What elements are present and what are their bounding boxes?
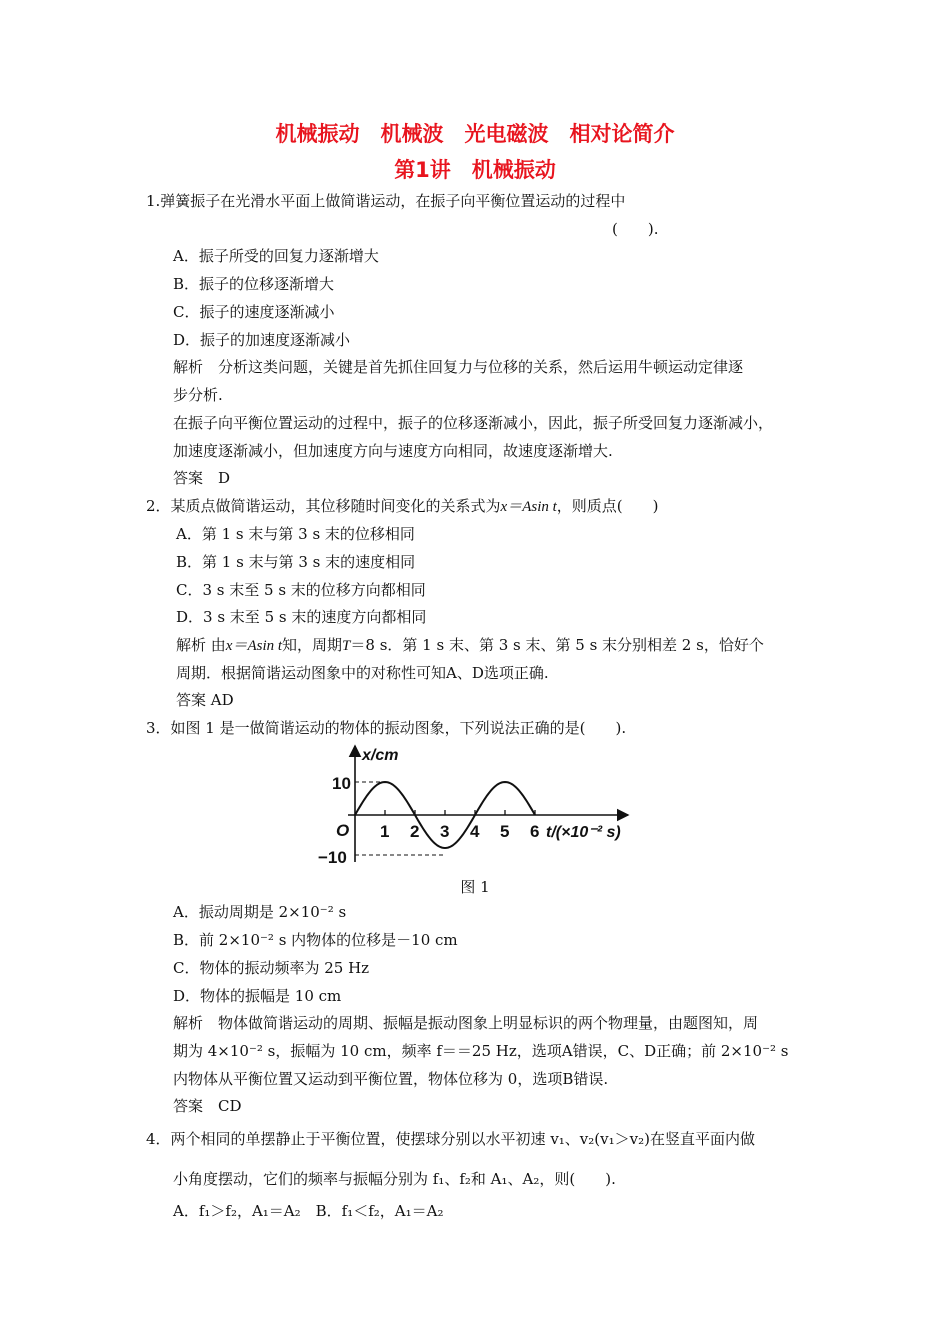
q3-option-a: A．振动周期是 2×10⁻² s (173, 903, 347, 921)
q1-option-b: B．振子的位移逐渐增大 (173, 275, 335, 293)
vibration-graph (310, 740, 640, 870)
figure-caption: 图 1 (460, 878, 490, 896)
q3-analysis-line: 解析 物体做简谐运动的周期、振幅是振动图象上明显标识的两个物理量，由题图知，周 (173, 1014, 759, 1032)
q2-option-d: D．3 s 末至 5 s 末的速度方向都相同 (176, 608, 427, 626)
q4-stem-line: 小角度摆动，它们的频率与振幅分别为 f₁、f₂和 A₁、A₂，则( ). (173, 1170, 616, 1188)
q3-analysis-line: 内物体从平衡位置又运动到平衡位置，物体位移为 0，选项B错误. (173, 1070, 609, 1088)
q2-answer: 答案 AD (176, 691, 234, 709)
q1-option-a: A．振子所受的回复力逐渐增大 (173, 247, 379, 265)
x-tick-label: 4 (470, 822, 480, 841)
x-tick-label: 6 (530, 822, 540, 841)
q2-analysis: 解析 由x＝Asin t知，周期T＝8 s．第 1 s 末、第 3 s 末、第 5 s 末分别相差 2 s，恰好个 (176, 636, 764, 654)
q3-option-d: D．物体的振幅是 10 cm (173, 987, 342, 1005)
q4-stem-line: 4．两个相同的单摆静止于平衡位置，使摆球分别以水平初速 v₁、v₂(v₁＞v₂)在竖直平面内做 (146, 1130, 755, 1148)
chapter-title: 机械振动 机械波 光电磁波 相对论简介 (275, 122, 675, 146)
y-axis-label: x/cm (362, 747, 399, 764)
q3-option-c: C．物体的振动频率为 25 Hz (173, 959, 370, 977)
q1-analysis-line: 加速度逐渐减小，但加速度方向与速度方向相同，故速度逐渐增大. (173, 442, 613, 460)
q1-analysis-line: 解析 分析这类问题，关键是首先抓住回复力与位移的关系，然后运用牛顿运动定律逐 (173, 358, 744, 376)
q3-analysis-line: 期为 4×10⁻² s，振幅为 10 cm，频率 f＝＝25 Hz，选项A错误，C、D正确；前 2×10⁻² s (173, 1042, 789, 1060)
q2-stem: 2．某质点做简谐运动，其位移随时间变化的关系式为x＝Asin t，则质点( ) (146, 497, 659, 515)
lesson-title: 第1讲 机械振动 (394, 158, 556, 182)
q1-analysis-line: 在振子向平衡位置运动的过程中，振子的位移逐渐减小，因此，振子所受回复力逐渐减小， (173, 414, 774, 432)
q2-option-a: A．第 1 s 末与第 3 s 末的位移相同 (176, 525, 415, 543)
q1-option-d: D．振子的加速度逐渐减小 (173, 331, 351, 349)
x-tick-label: 2 (410, 822, 420, 841)
q1-option-c: C．振子的速度逐渐减小 (173, 303, 335, 321)
y-tick-label: 10 (332, 774, 351, 793)
q3-stem: 3．如图 1 是一做简谐运动的物体的振动图象，下列说法正确的是( ). (146, 719, 627, 737)
q1-stem: 1.弹簧振子在光滑水平面上做简谐运动，在振子向平衡位置运动的过程中 (146, 192, 626, 210)
x-tick-label: 1 (380, 822, 390, 841)
q4-options: A．f₁＞f₂，A₁＝A₂ B．f₁＜f₂，A₁＝A₂ (173, 1202, 444, 1220)
origin-label: O (336, 821, 350, 840)
x-tick-label: 5 (500, 822, 510, 841)
q2-analysis-line: 周期．根据简谐运动图象中的对称性可知A、D选项正确. (176, 664, 549, 682)
y-tick-label: −10 (318, 848, 347, 867)
q2-option-b: B．第 1 s 末与第 3 s 末的速度相同 (176, 553, 416, 571)
q1-blank: ( ). (612, 220, 659, 238)
q3-option-b: B．前 2×10⁻² s 内物体的位移是－10 cm (173, 931, 458, 949)
q1-analysis-line: 步分析. (173, 386, 223, 404)
q2-option-c: C．3 s 末至 5 s 末的位移方向都相同 (176, 581, 426, 599)
x-axis-label: t/(×10⁻² s) (546, 824, 621, 841)
q1-answer: 答案 D (173, 469, 231, 487)
x-tick-label: 3 (440, 822, 450, 841)
q3-answer: 答案 CD (173, 1097, 242, 1115)
